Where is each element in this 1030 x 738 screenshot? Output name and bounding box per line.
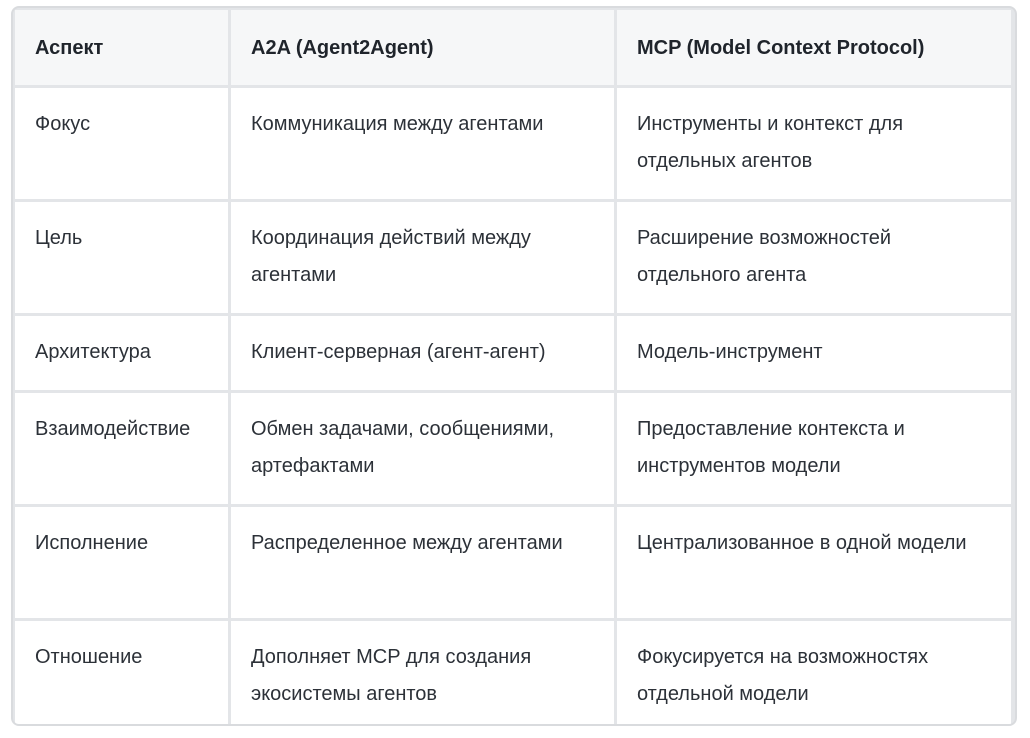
cell-mcp: Модель-инструмент — [617, 316, 1011, 390]
cell-aspect: Архитектура — [15, 316, 228, 390]
cell-aspect: Взаимодействие — [15, 393, 228, 504]
cell-a2a: Обмен задачами, сообщениями, артефактами — [231, 393, 614, 504]
cell-a2a: Распределенное между агентами — [231, 507, 614, 618]
header-a2a: A2A (Agent2Agent) — [231, 10, 614, 85]
cell-mcp: Инструменты и контекст для отдельных агентов — [617, 88, 1011, 199]
cell-aspect: Фокус — [15, 88, 228, 199]
cell-aspect: Отношение — [15, 621, 228, 726]
cell-a2a: Дополняет MCP для создания экосистемы агентов — [231, 621, 614, 726]
table-row — [15, 88, 1011, 199]
table-row — [15, 393, 1011, 504]
table-row — [15, 621, 1011, 726]
cell-mcp: Фокусируется на возможностях отдельной модели — [617, 621, 1011, 726]
table-row — [15, 202, 1011, 313]
header-aspect: Аспект — [15, 10, 228, 85]
cell-mcp: Расширение возможностей отдельного агента — [617, 202, 1011, 313]
cell-mcp: Предоставление контекста и инструментов модели — [617, 393, 1011, 504]
cell-a2a: Клиент-серверная (агент-агент) — [231, 316, 614, 390]
comparison-table-container — [11, 6, 1017, 726]
cell-mcp: Централизованное в одной модели — [617, 507, 1011, 618]
table-row — [15, 316, 1011, 390]
table-header-row — [15, 10, 1011, 85]
table-row — [15, 507, 1011, 618]
comparison-table — [12, 7, 1014, 726]
header-mcp: MCP (Model Context Protocol) — [617, 10, 1011, 85]
cell-a2a: Коммуникация между агентами — [231, 88, 614, 199]
cell-aspect: Исполнение — [15, 507, 228, 618]
cell-a2a: Координация действий между агентами — [231, 202, 614, 313]
cell-aspect: Цель — [15, 202, 228, 313]
